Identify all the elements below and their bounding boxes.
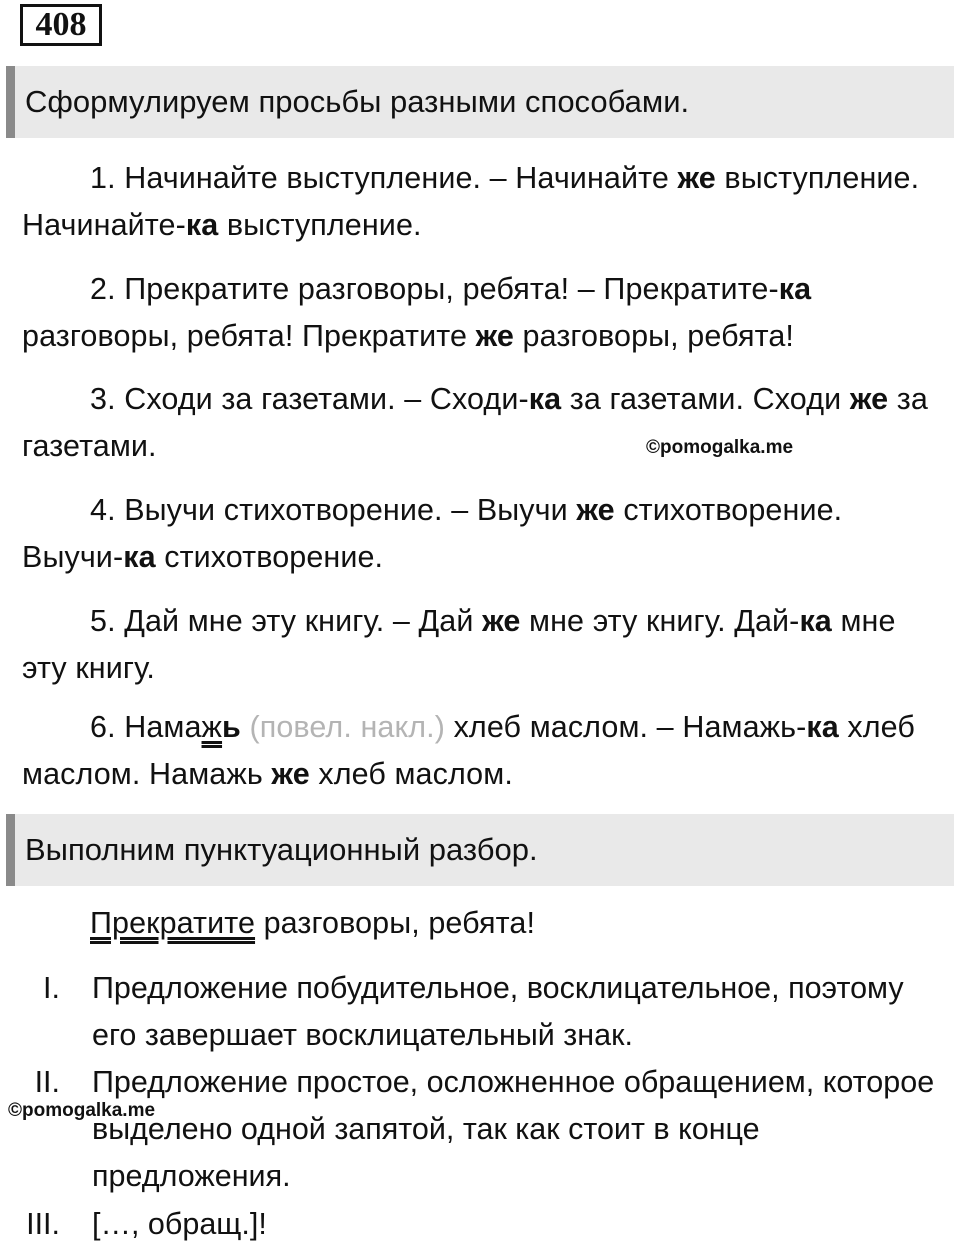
watermark-top: ©pomogalka.me bbox=[646, 437, 794, 458]
predicate-underlined: Прекратите bbox=[90, 906, 256, 940]
item-1: 1. Начинайте выступление. – Начинайте же выступление. Начинайте-ка выступление. bbox=[22, 161, 920, 242]
section-heading-requests: Сформулируем просьбы разными способами. bbox=[6, 66, 954, 138]
exercise-number: 408 bbox=[20, 4, 102, 46]
item-2: 2. Прекратите разговоры, ребята! – Прекратите-ка разговоры, ребята! Прекратите же разговоры, ребята! bbox=[22, 272, 812, 353]
section-heading-punctuation: Выполним пунктуационный разбор. bbox=[6, 814, 954, 886]
item-4: 4. Выучи стихотворение. – Выучи же стихотворение. Выучи-ка стихотворение. bbox=[22, 493, 843, 574]
analysed-sentence: Прекратите разговоры, ребята! bbox=[90, 906, 536, 940]
item-5: 5. Дай мне эту книгу. – Дай же мне эту книгу. Дай-ка мне эту книгу. bbox=[22, 604, 896, 685]
watermark-bottom: ©pomogalka.me bbox=[8, 1100, 156, 1121]
mood-note: (повел. накл.) bbox=[240, 710, 454, 744]
item-3: 3. Сходи за газетами. – Сходи-ка за газетами. Сходи же за газетами. bbox=[22, 382, 928, 463]
item-6: 6. Намажь (повел. накл.) хлеб маслом. – Намажь-ка хлеб маслом. Намажь же хлеб маслом. bbox=[22, 710, 915, 791]
